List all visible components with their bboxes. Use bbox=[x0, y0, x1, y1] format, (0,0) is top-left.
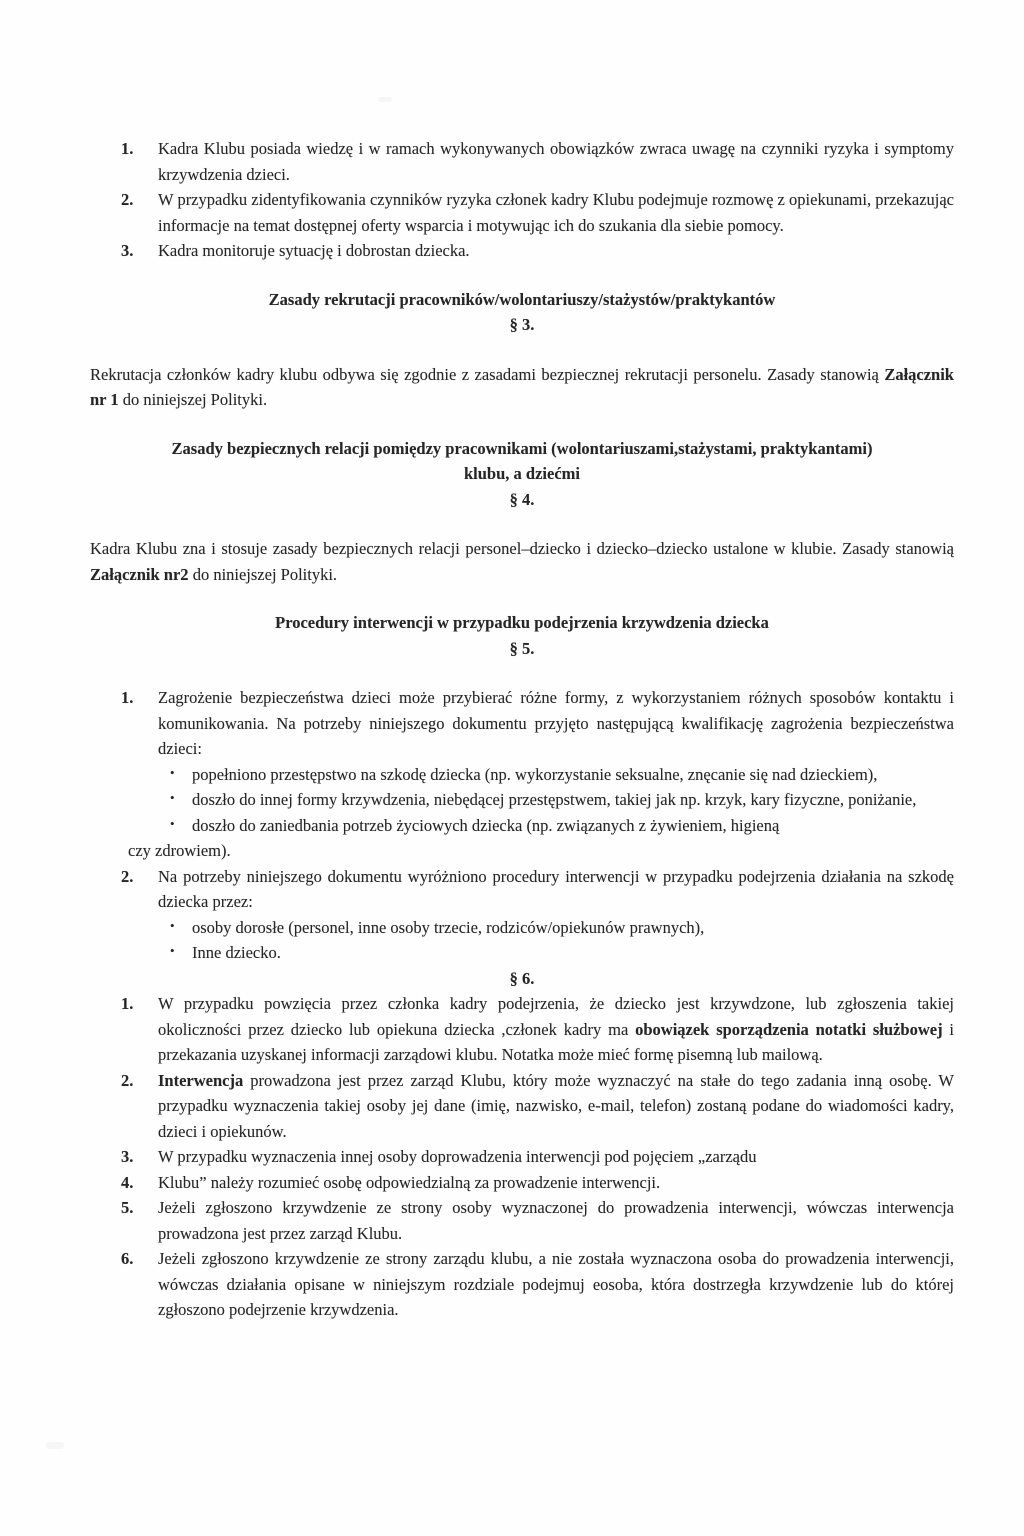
bullet-text: popełniono przestępstwo na szkodę dziecka (np. wykorzystanie seksualne, znęcanie się nad dzieckiem), bbox=[192, 764, 878, 784]
item-text: W przypadku powzięcia przez członka kadry podejrzenia, że dziecko jest krzywdzone, lub zgłoszenia takiej okoliczności przez dziecko lub opiekuna dziecka ,członek kadry ma bbox=[158, 994, 954, 1039]
item-text: i przekazania uzyskanej informacji zarządowi klubu. Notatka może mieć formę pisemną lub mailową. bbox=[158, 1019, 954, 1064]
bullet-dot-icon: • bbox=[170, 764, 175, 780]
bullet-dot-icon: • bbox=[170, 790, 175, 805]
item-number: 1. bbox=[121, 139, 134, 158]
item-text: Kadra monitoruje sytuację i dobrostan dziecka. bbox=[158, 241, 470, 260]
item-number: 2. bbox=[121, 190, 134, 209]
bullet-text: osoby dorosłe (personel, inne osoby trzecie, rodziców/opiekunów prawnych), bbox=[192, 917, 705, 937]
section-title: Zasady bezpiecznych relacji pomiędzy pracownikami (wolontariuszami,stażystami, praktykantami) bbox=[171, 438, 873, 458]
numbered-item bbox=[90, 991, 954, 1068]
item-number: 1. bbox=[121, 688, 134, 707]
item-text: Na potrzeby niniejszego dokumentu wyróżniono procedury interwencji w przypadku podejrzenia działania na szkodę dziecka przez: bbox=[158, 866, 954, 911]
bullet-text: doszło do innej formy krzywdzenia, niebędącej przestępstwem, takiej jak np. krzyk, kary fizyczne, poniżanie, bbox=[192, 790, 917, 809]
paragraph-text: Rekrutacja członków kadry klubu odbywa się zgodnie z zasadami bezpiecznej rekrutacji personelu. Zasady stanowią bbox=[90, 364, 885, 384]
bullet-text: Inne dziecko. bbox=[192, 943, 281, 962]
numbered-item bbox=[90, 1068, 954, 1145]
scan-artifact bbox=[46, 1442, 64, 1449]
paragraph-mark: § 6. bbox=[509, 968, 535, 988]
item-bold-text: Interwencja bbox=[158, 1070, 244, 1090]
paragraph-mark: § 4. bbox=[509, 489, 535, 509]
paragraph-mark: § 3. bbox=[509, 315, 535, 334]
item-text: W przypadku zidentyfikowania czynników ryzyka członek kadry Klubu podejmuje rozmowę z opiekunami, przekazując informacje na temat dostępnej oferty wsparcia i motywując ich do szukania dla siebie pomocy. bbox=[158, 190, 954, 235]
paragraph-text: do niniejszej Polityki. bbox=[188, 564, 338, 584]
bullet-item bbox=[90, 762, 954, 788]
paragraph bbox=[90, 362, 954, 413]
numbered-item bbox=[90, 864, 954, 915]
section-title-line2: klubu, a dziećmi bbox=[464, 464, 580, 483]
item-text: Jeżeli zgłoszono krzywdzenie ze strony osoby wyznaczonej do prowadzenia interwencji, wówczas interwencja prowadzona jest przez zarząd Klubu. bbox=[158, 1198, 954, 1243]
item-text: Jeżeli zgłoszono krzywdzenie ze strony zarządu klubu, a nie została wyznaczona osoba do prowadzenia interwencji, wówczas działania opisane w niniejszym rozdziale podejmuj eosoba, która dostrzegła krzywdzenie lub do której zgłoszono podejrzenie krzywdzenia. bbox=[158, 1249, 954, 1319]
bullet-dot-icon: • bbox=[170, 943, 175, 958]
paragraph-bold-text: Załącznik nr 1 bbox=[90, 364, 954, 409]
bullet-item bbox=[90, 940, 954, 966]
numbered-item bbox=[90, 187, 954, 238]
numbered-item bbox=[90, 1170, 954, 1196]
numbered-item bbox=[90, 1246, 954, 1323]
item-number: 1. bbox=[121, 994, 134, 1013]
section-title: Zasady rekrutacji pracowników/wolontariuszy/stażystów/praktykantów bbox=[268, 289, 776, 309]
paragraph-bold-text: Załącznik nr2 bbox=[90, 564, 189, 584]
item-number: 2. bbox=[121, 1070, 134, 1090]
bullet-item bbox=[90, 813, 954, 839]
item-number: 3. bbox=[121, 241, 134, 260]
item-number: 6. bbox=[121, 1249, 134, 1268]
numbered-item bbox=[90, 136, 954, 187]
item-text: Kadra Klubu posiada wiedzę i w ramach wykonywanych obowiązków zwraca uwagę na czynniki ryzyka i symptomy krzywdzenia dzieci. bbox=[158, 139, 954, 184]
item-bold-text: obowiązek sporządzenia notatki służbowej bbox=[635, 1019, 943, 1039]
bullet-item bbox=[90, 787, 954, 813]
item-number: 3. bbox=[121, 1147, 134, 1166]
numbered-item bbox=[90, 238, 954, 264]
item-text: Klubu” należy rozumieć osobę odpowiedzialną za prowadzenie interwencji. bbox=[158, 1172, 661, 1192]
item-number: 5. bbox=[121, 1198, 134, 1217]
item-text: W przypadku wyznaczenia innej osoby doprowadzenia interwencji pod pojęciem „zarządu bbox=[158, 1147, 757, 1166]
continuation-line: czy zdrowiem). bbox=[128, 841, 231, 860]
numbered-item bbox=[90, 685, 954, 762]
paragraph-text: Kadra Klubu zna i stosuje zasady bezpiecznych relacji personel–dziecko i dziecko–dziecko ustalone w klubie. Zasady stanowią bbox=[90, 539, 954, 558]
bullet-text: doszło do zaniedbania potrzeb życiowych dziecka (np. związanych z żywieniem, higieną bbox=[192, 815, 780, 835]
bullet-dot-icon: • bbox=[170, 917, 175, 933]
numbered-item bbox=[90, 1144, 954, 1170]
paragraph-mark: § 5. bbox=[509, 638, 535, 658]
item-number: 4. bbox=[121, 1172, 134, 1192]
item-number: 2. bbox=[121, 866, 134, 886]
paragraph bbox=[90, 536, 954, 587]
paragraph-text: do niniejszej Polityki. bbox=[118, 390, 268, 409]
bullet-item bbox=[90, 915, 954, 941]
section-title: Procedury interwencji w przypadku podejrzenia krzywdzenia dziecka bbox=[275, 613, 769, 632]
bullet-dot-icon: • bbox=[170, 815, 175, 831]
item-text: prowadzona jest przez zarząd Klubu, który może wyznaczyć na stałe do tego zadania inną osobę. W przypadku wyznaczenia takiej osoby jej dane (imię, nazwisko, e-mail, telefon) zostaną podane do wiadomości kadry, dzieci i opiekunów. bbox=[158, 1070, 954, 1141]
item-text: Zagrożenie bezpieczeństwa dzieci może przybierać różne formy, z wykorzystaniem różnych sposobów kontaktu i komunikowania. Na potrzeby niniejszego dokumentu przyjęto następującą kwalifikację zagrożenia bezpieczeństwa dzieci: bbox=[158, 688, 954, 758]
numbered-item bbox=[90, 1195, 954, 1246]
